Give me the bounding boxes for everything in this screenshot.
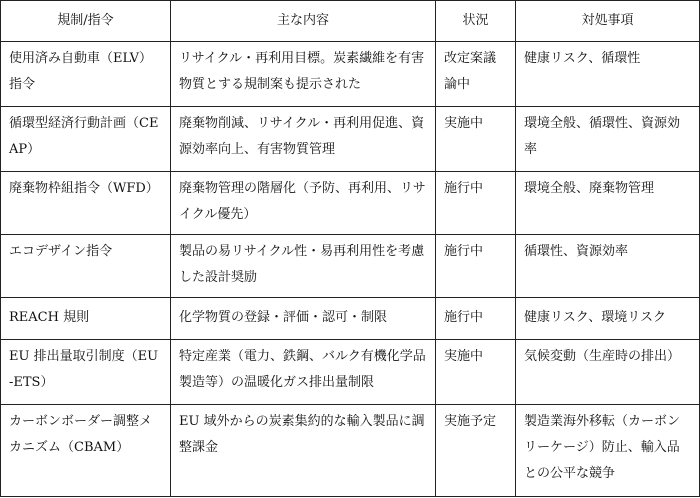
- cell-status: 実施中: [436, 339, 516, 404]
- cell-content: リサイクル・再利用目標。炭素繊維を有害物質とする規制案も提示された: [171, 42, 436, 106]
- cell-status: 実施予定: [436, 404, 516, 496]
- cell-content: 廃棄物削減、リサイクル・再利用促進、資源効率向上、有害物質管理: [171, 106, 436, 171]
- cell-content: 化学物質の登録・評価・認可・制限: [171, 298, 436, 339]
- cell-regulation: エコデザイン指令: [1, 234, 171, 297]
- cell-status: 改定案議論中: [436, 42, 516, 106]
- cell-content: EU 域外からの炭素集約的な輸入製品に調整課金: [171, 404, 436, 496]
- header-issues: 対処事項: [516, 1, 700, 42]
- cell-regulation: 循環型経済行動計画（CEAP）: [1, 106, 171, 171]
- cell-issues: 健康リスク、循環性: [516, 42, 700, 106]
- table-row: [1, 42, 700, 106]
- cell-content: 製品の易リサイクル性・易再利用性を考慮した設計奨励: [171, 234, 436, 297]
- cell-issues: 気候変動（生産時の排出）: [516, 339, 700, 404]
- cell-issues: 環境全般、循環性、資源効率: [516, 106, 700, 171]
- header-content: 主な内容: [171, 1, 436, 42]
- cell-issues: 環境全般、廃棄物管理: [516, 171, 700, 234]
- cell-status: 施行中: [436, 298, 516, 339]
- table-row: [1, 106, 700, 171]
- cell-status: 施行中: [436, 171, 516, 234]
- cell-content: 廃棄物管理の階層化（予防、再利用、リサイクル優先）: [171, 171, 436, 234]
- cell-issues: 循環性、資源効率: [516, 234, 700, 297]
- table-row: [1, 339, 700, 404]
- cell-regulation: EU 排出量取引制度（EU-ETS）: [1, 339, 171, 404]
- header-regulation: 規制/指令: [1, 1, 171, 42]
- cell-issues: 健康リスク、環境リスク: [516, 298, 700, 339]
- cell-status: 施行中: [436, 234, 516, 297]
- header-status: 状況: [436, 1, 516, 42]
- table-row: [1, 298, 700, 339]
- table-row: [1, 171, 700, 234]
- cell-regulation: 使用済み自動車（ELV）指令: [1, 42, 171, 106]
- cell-issues: 製造業海外移転（カーボンリーケージ）防止、輸入品との公平な競争: [516, 404, 700, 496]
- cell-content: 特定産業（電力、鉄鋼、バルク有機化学品製造等）の温暖化ガス排出量制限: [171, 339, 436, 404]
- cell-regulation: 廃棄物枠組指令（WFD）: [1, 171, 171, 234]
- table-row: [1, 404, 700, 496]
- cell-regulation: カーボンボーダー調整メカニズム（CBAM）: [1, 404, 171, 496]
- table-row: [1, 234, 700, 297]
- table-header-row: [1, 1, 700, 42]
- cell-regulation: REACH 規則: [1, 298, 171, 339]
- cell-status: 実施中: [436, 106, 516, 171]
